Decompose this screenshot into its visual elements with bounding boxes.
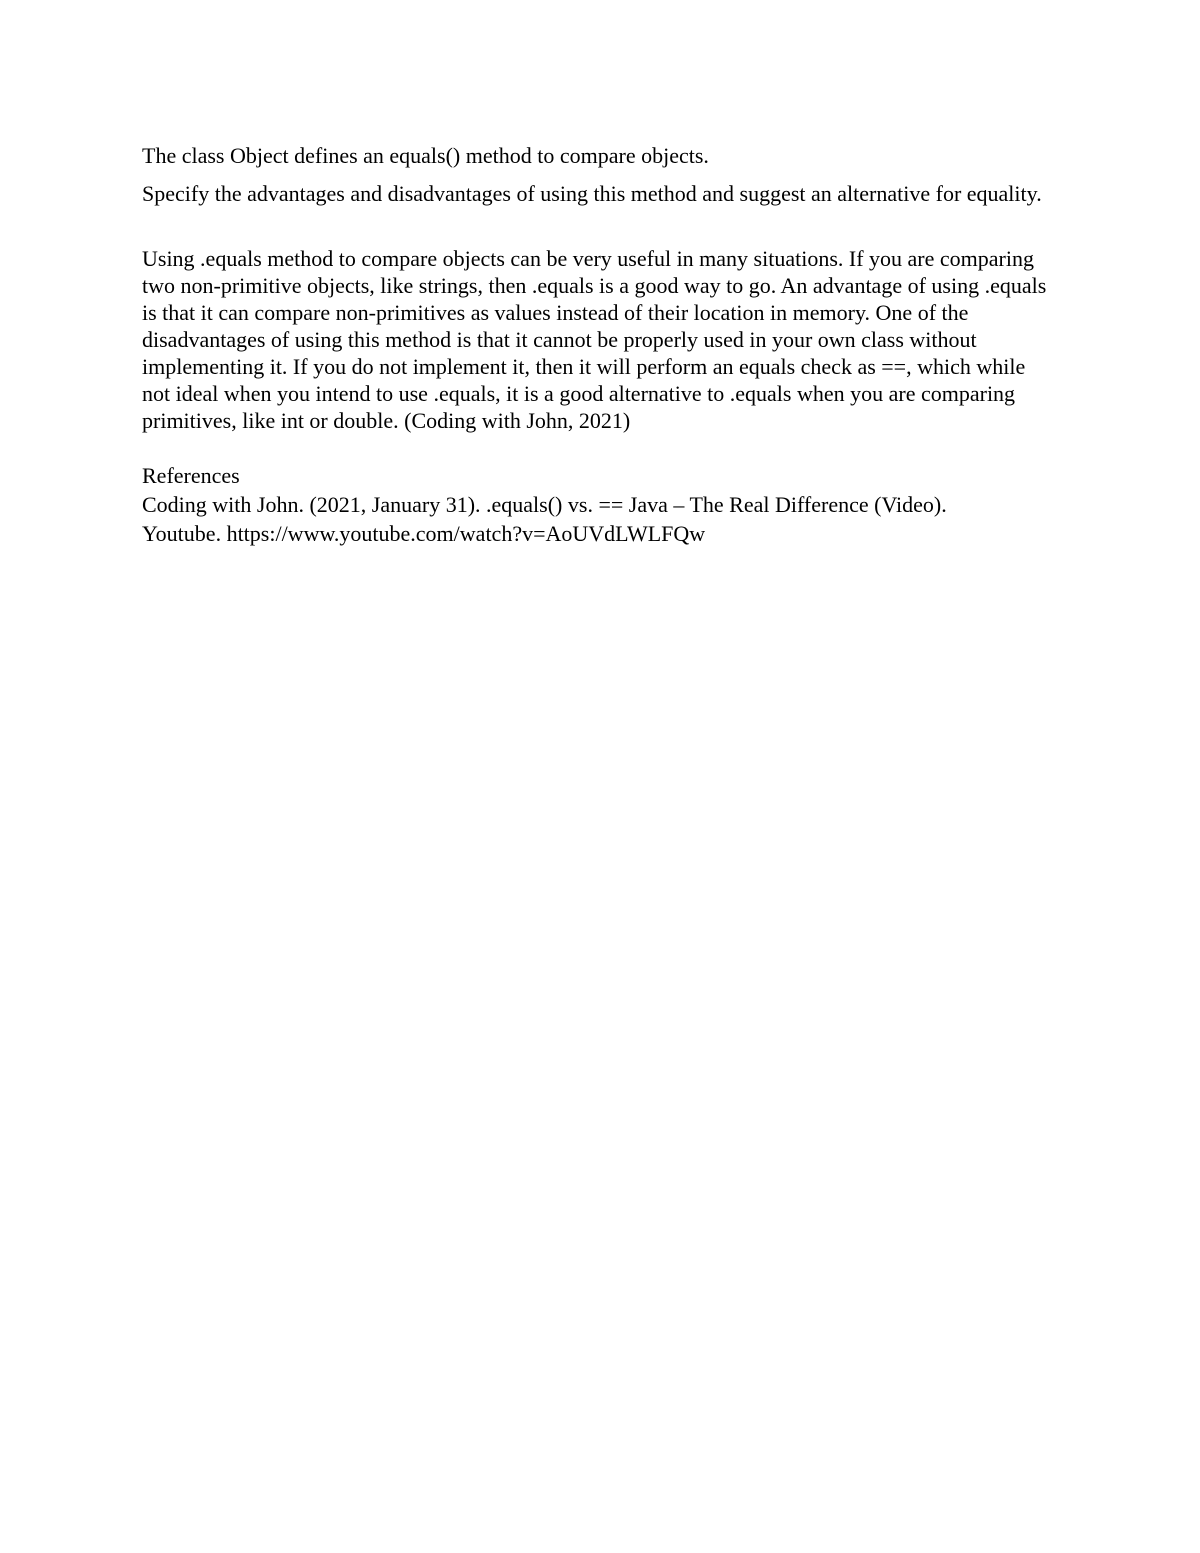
references-section: [142, 461, 1058, 548]
references-heading: References: [142, 463, 240, 488]
reference-citation-line-1: Coding with John. (2021, January 31). .equals() vs. == Java – The Real Difference (Video).: [142, 492, 947, 517]
question-line-2: Specify the advantages and disadvantages of using this method and suggest an alternative for equality.: [142, 181, 1042, 206]
reference-citation-line-2: Youtube. https://www.youtube.com/watch?v=AoUVdLWLFQw: [142, 521, 706, 546]
answer-paragraph: Using .equals method to compare objects can be very useful in many situations. If you are comparing two non-primitive objects, like strings, then .equals is a good way to go. An advantage of using .equals is that it can compare non-primitives as values instead of their location in memory. One of the disadvantages of using this method is that it cannot be properly used in your own class without implementing it. If you do not implement it, then it will perform an equals check as ==, which while not ideal when you intend to use .equals, it is a good alternative to .equals when you are comparing primitives, like int or double. (Coding with John, 2021): [142, 246, 1047, 433]
document-content: [142, 142, 1058, 548]
question-line-1: The class Object defines an equals() method to compare objects.: [142, 143, 709, 168]
